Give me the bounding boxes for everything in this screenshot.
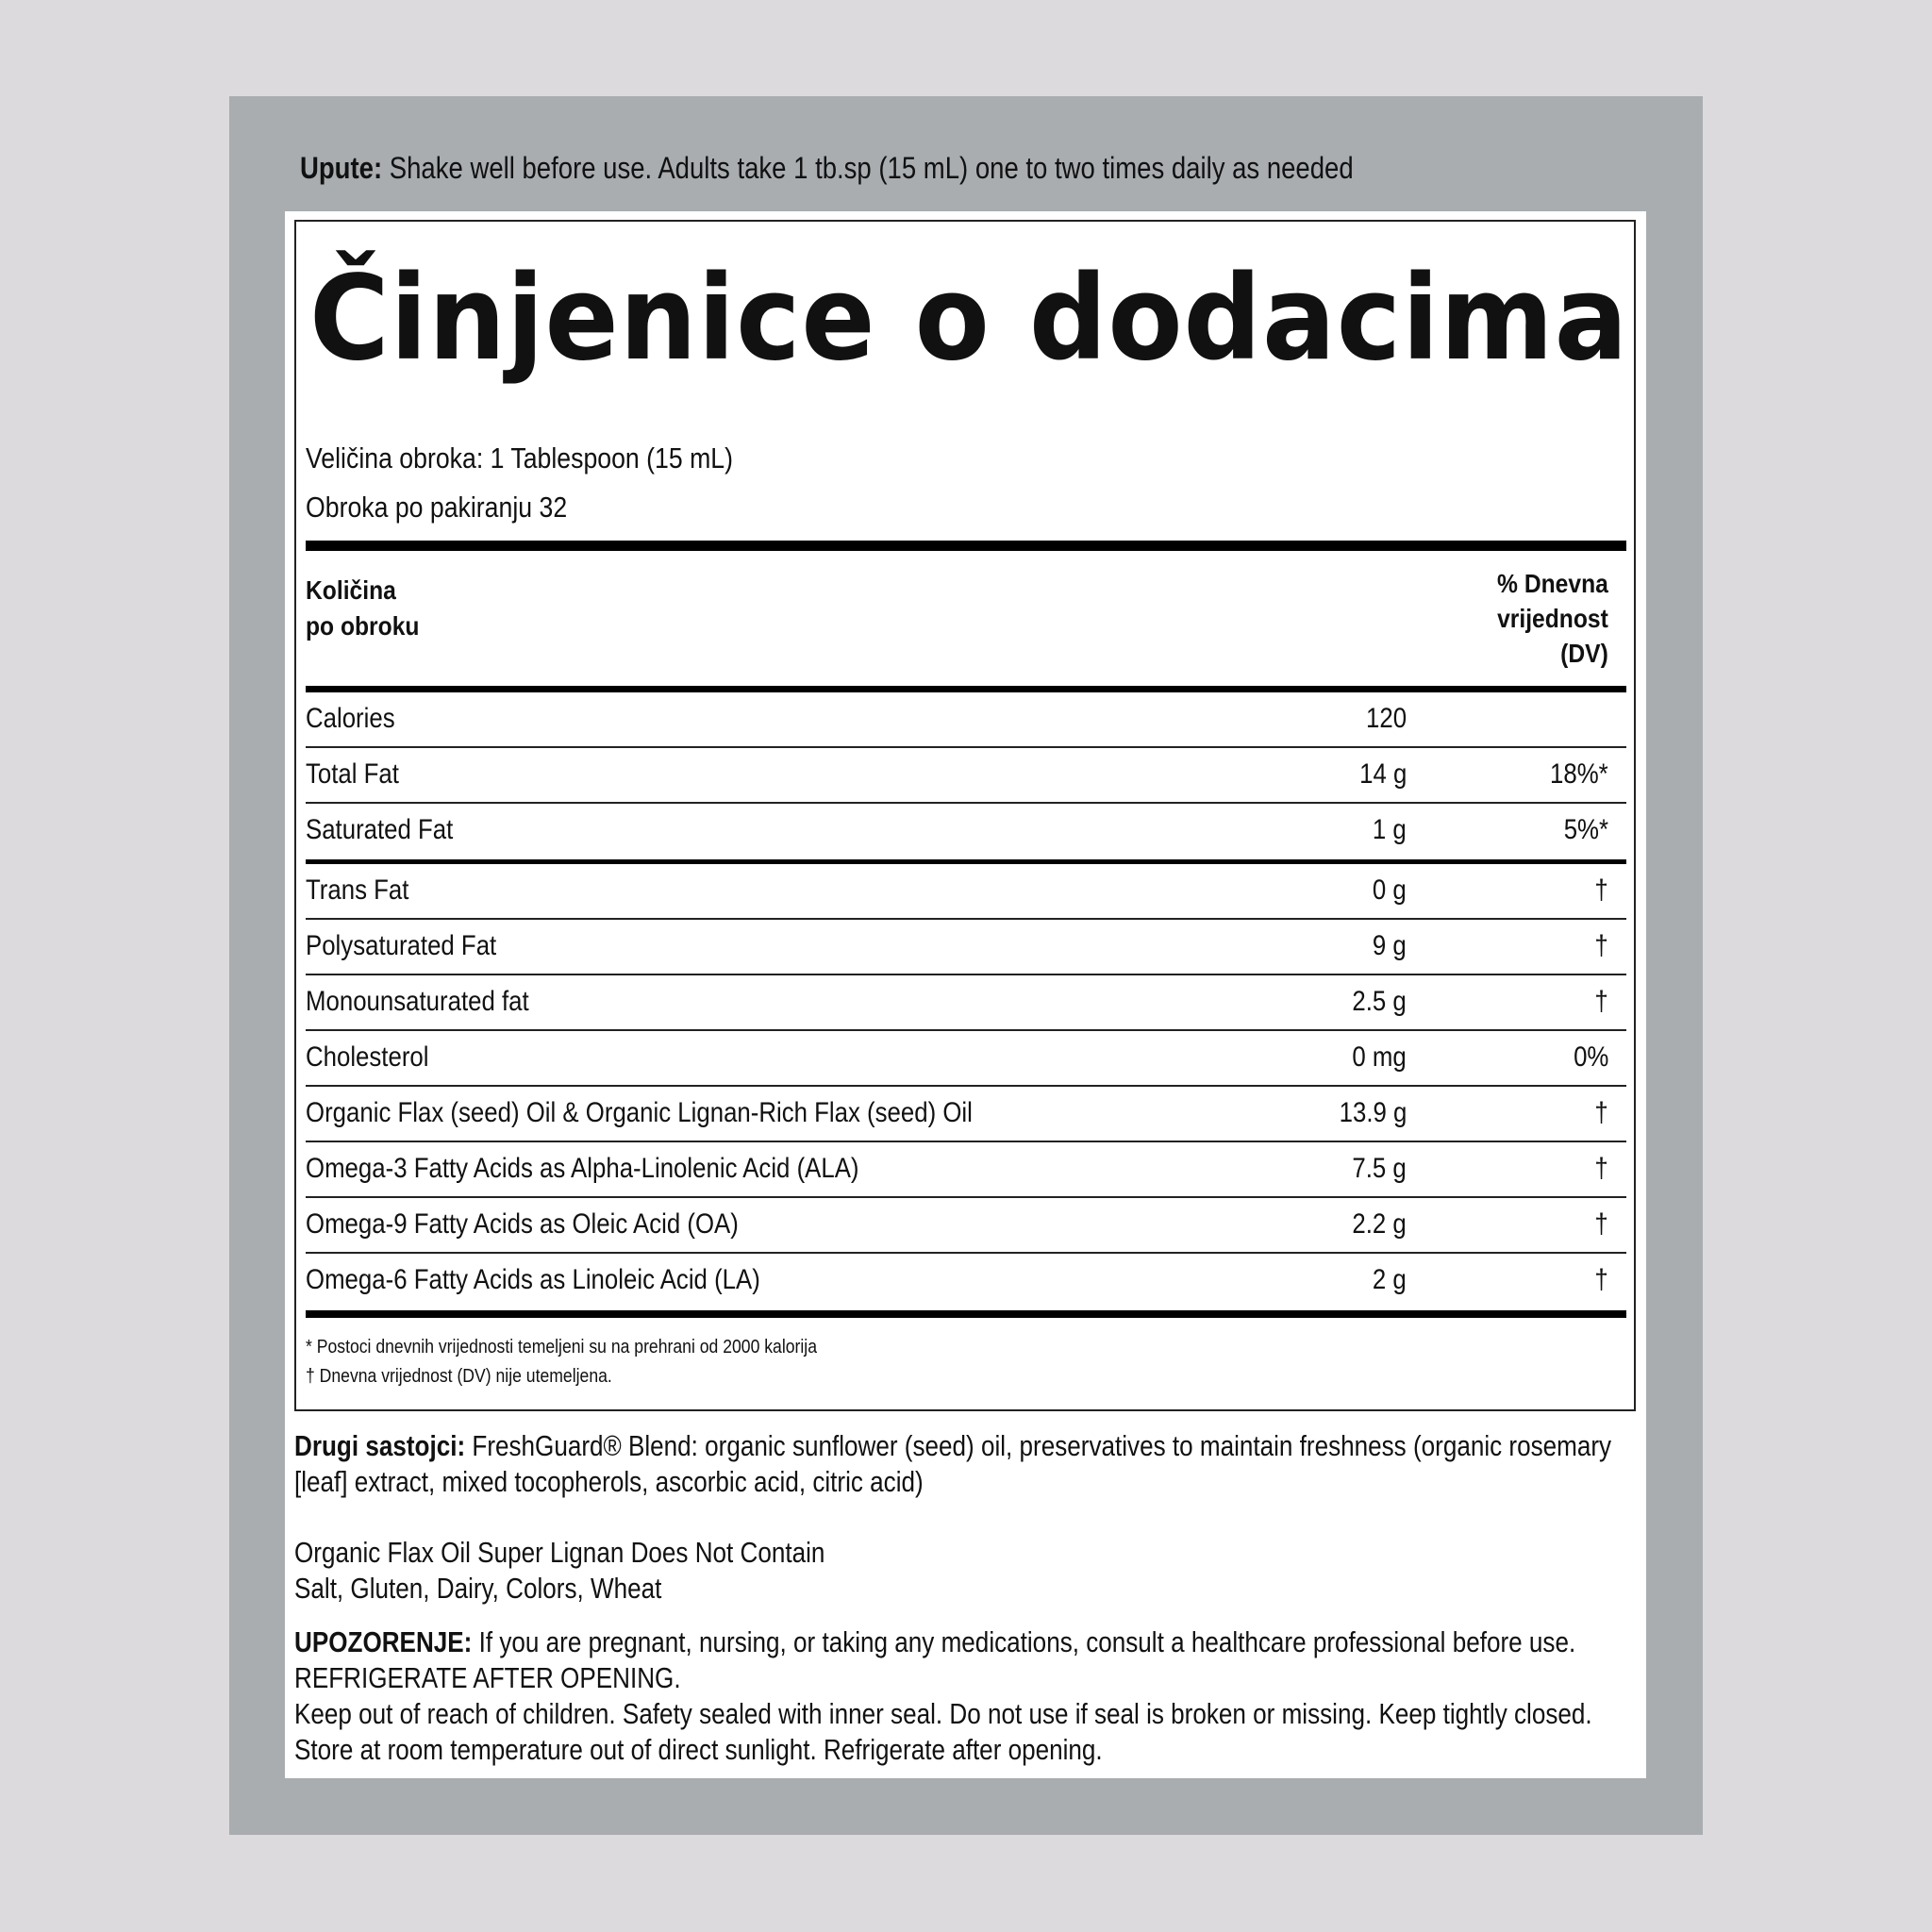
row-amount: 2.2 g: [1352, 1208, 1407, 1240]
directions-text: [300, 149, 1476, 187]
table-row: [306, 804, 1626, 864]
row-dv: †: [1594, 1208, 1608, 1240]
table-row: [306, 920, 1626, 975]
row-amount: 2 g: [1373, 1264, 1407, 1295]
amount-per-serving-header: [306, 573, 419, 644]
row-name: Organic Flax (seed) Oil & Organic Lignan-Rich Flax (seed) Oil: [306, 1097, 973, 1128]
row-name: Trans Fat: [306, 874, 409, 906]
row-amount: 2.5 g: [1352, 986, 1407, 1017]
warning-label: UPOZORENJE:: [294, 1626, 473, 1658]
header-right-line2: vrijednost: [1497, 604, 1608, 633]
row-dv: †: [1594, 986, 1608, 1017]
header-right-line3: (DV): [1560, 639, 1608, 668]
row-name: Calories: [306, 703, 395, 734]
row-amount: 7.5 g: [1352, 1153, 1407, 1184]
table-row: [306, 692, 1626, 748]
row-amount: 9 g: [1373, 930, 1407, 961]
row-dv: †: [1594, 1097, 1608, 1128]
servings-per-container: Obroka po pakiranju 32: [306, 491, 568, 524]
warning-block: [294, 1624, 1633, 1768]
daily-value-header: [1497, 566, 1608, 671]
table-row: [306, 1254, 1626, 1307]
row-name: Cholesterol: [306, 1041, 429, 1073]
warning-line3: Keep out of reach of children. Safety sealed with inner seal. Do not use if seal is broken or missing. Keep tightly closed.: [294, 1698, 1592, 1730]
thick-rule-header: [306, 686, 1626, 692]
table-row: [306, 1142, 1626, 1198]
table-row: [306, 1031, 1626, 1087]
warning-line1: [294, 1624, 1633, 1660]
table-row: [306, 748, 1626, 804]
free-from-line1: Organic Flax Oil Super Lignan Does Not Contain: [294, 1537, 825, 1569]
table-row: [306, 1198, 1626, 1254]
serving-size: Veličina obroka: 1 Tablespoon (15 mL): [306, 441, 734, 475]
row-dv: 0%: [1573, 1041, 1608, 1073]
row-name: Omega-6 Fatty Acids as Linoleic Acid (LA): [306, 1264, 760, 1295]
warning-line2: REFRIGERATE AFTER OPENING.: [294, 1662, 681, 1694]
row-amount: 0 g: [1373, 874, 1407, 906]
footnote-dagger: † Dnevna vrijednost (DV) nije utemeljena.: [306, 1366, 612, 1387]
directions-body: Shake well before use. Adults take 1 tb.sp (15 mL) one to two times daily as needed: [382, 151, 1354, 185]
row-name: Total Fat: [306, 758, 399, 790]
row-amount: 0 mg: [1352, 1041, 1407, 1073]
row-amount: 14 g: [1358, 758, 1407, 790]
row-name: Omega-9 Fatty Acids as Oleic Acid (OA): [306, 1208, 739, 1240]
thick-rule-bottom: [306, 1310, 1626, 1318]
free-from-line2: Salt, Gluten, Dairy, Colors, Wheat: [294, 1573, 662, 1605]
row-dv: 18%*: [1550, 758, 1608, 790]
other-ingredients-label: Drugi sastojci:: [294, 1430, 466, 1462]
header-left-line1: Količina: [306, 575, 396, 605]
row-dv: †: [1594, 874, 1608, 906]
other-ingredients-text: FreshGuard® Blend: organic sunflower (seed) oil, preservatives to maintain freshness (organic rosemary [leaf] extract, mixed tocopherols, ascorbic acid, citric acid): [294, 1430, 1612, 1498]
row-dv: 5%*: [1563, 814, 1608, 845]
header-left-line2: po obroku: [306, 611, 420, 641]
row-name: Monounsaturated fat: [306, 986, 529, 1017]
row-name: Polysaturated Fat: [306, 930, 497, 961]
table-row: [306, 1087, 1626, 1142]
directions-label: Upute:: [300, 151, 383, 185]
thick-rule-top: [306, 541, 1626, 551]
row-dv: †: [1594, 1264, 1608, 1295]
warning-text: If you are pregnant, nursing, or taking any medications, consult a healthcare professional before use.: [472, 1626, 1576, 1658]
table-row: [306, 864, 1626, 920]
table-row: [306, 975, 1626, 1031]
row-name: Saturated Fat: [306, 814, 454, 845]
other-ingredients: [294, 1428, 1633, 1500]
footnote-daily-values: * Postoci dnevnih vrijednosti temeljeni su na prehrani od 2000 kalorija: [306, 1337, 818, 1357]
header-right-line1: % Dnevna: [1497, 569, 1608, 598]
warning-line4: Store at room temperature out of direct sunlight. Refrigerate after opening.: [294, 1734, 1103, 1766]
facts-title: Činjenice o dodacima: [309, 251, 1629, 387]
row-dv: †: [1594, 1153, 1608, 1184]
row-amount: 1 g: [1373, 814, 1407, 845]
row-dv: †: [1594, 930, 1608, 961]
row-amount: 120: [1365, 703, 1407, 734]
free-from-statement: [294, 1535, 1633, 1607]
row-name: Omega-3 Fatty Acids as Alpha-Linolenic Acid (ALA): [306, 1153, 859, 1184]
row-amount: 13.9 g: [1339, 1097, 1407, 1128]
